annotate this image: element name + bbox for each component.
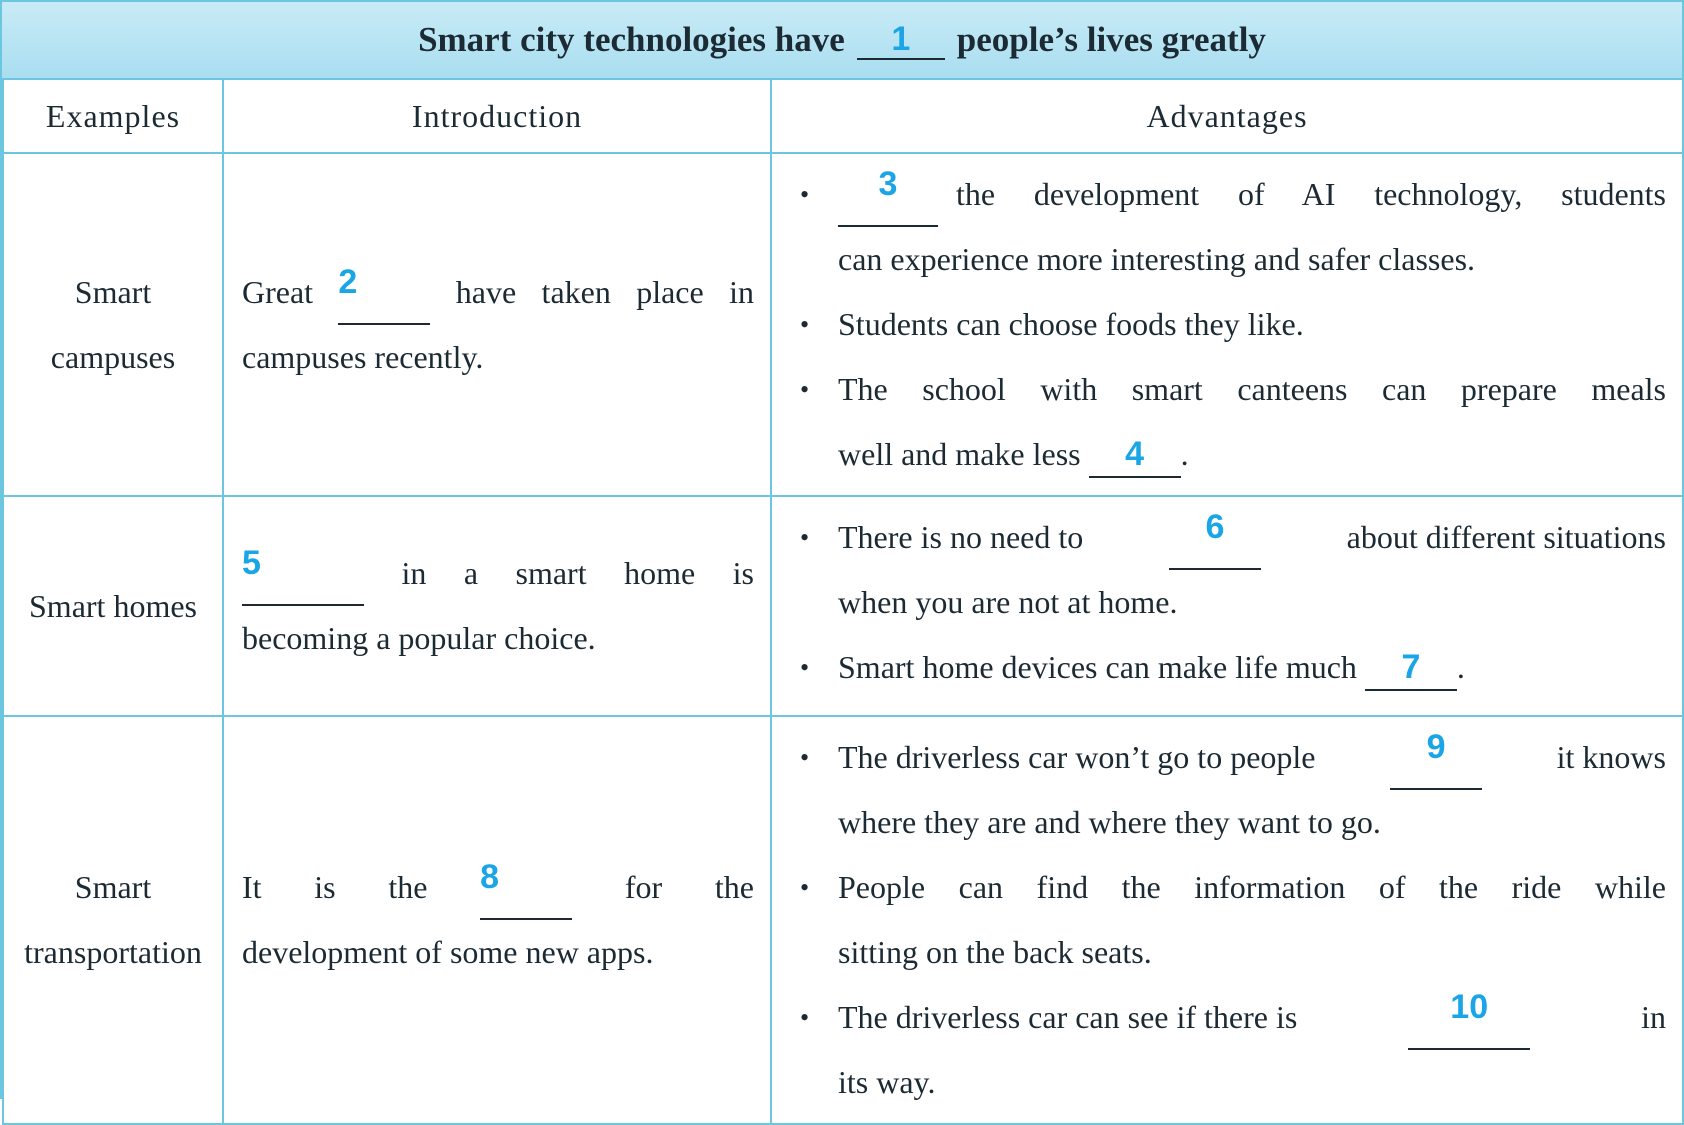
example-line: Smart homes: [29, 587, 197, 624]
header-introduction: Introduction: [223, 80, 771, 153]
blank-4-number: 4: [1125, 435, 1145, 473]
advantage-line: • The school with smart canteens can prepare meals: [838, 371, 1666, 407]
advantage-text: Smart home devices can make life much: [838, 649, 1357, 685]
list-item: [800, 855, 1666, 985]
blank-2-number: 2: [338, 262, 358, 301]
word: in: [401, 555, 427, 591]
word: the: [388, 869, 428, 905]
example-line: Smart: [74, 869, 152, 905]
table-row-smart-homes: [3, 496, 1683, 716]
advantages-smart-homes: [771, 496, 1683, 716]
intro-line-2: development of some new apps.: [242, 934, 654, 970]
word: a: [463, 555, 479, 591]
intro-smart-campuses: [223, 153, 771, 496]
list-item: [800, 292, 1666, 357]
blank-9: [1390, 725, 1482, 790]
advantages-smart-campuses: [771, 153, 1683, 496]
blank-7-number: 7: [1401, 648, 1421, 686]
example-line: Smart: [74, 273, 152, 310]
punctuation: .: [1180, 436, 1189, 472]
blank-1-number: 1: [891, 20, 911, 58]
advantage-line: sitting on the back seats.: [838, 934, 1152, 970]
advantage-text: it knows: [1556, 739, 1666, 775]
list-item: [800, 357, 1666, 487]
title-text-before: Smart city technologies have: [418, 20, 845, 59]
word: for: [624, 869, 663, 905]
word: It: [242, 869, 262, 905]
advantage-line: well and make less: [838, 436, 1081, 472]
table-row-smart-transportation: [3, 716, 1683, 1124]
advantage-line: • People can find the information of the ride while: [838, 869, 1666, 905]
example-line: transportation: [24, 934, 202, 970]
advantage-text: • The driverless car won’t go to people: [838, 739, 1316, 775]
blank-5: [242, 541, 364, 606]
word: home: [624, 555, 696, 591]
advantage-line: its way.: [838, 1064, 936, 1100]
header-advantages: Advantages: [771, 80, 1683, 153]
blank-3-number: 3: [878, 165, 898, 203]
word: smart: [515, 555, 587, 591]
blank-10: [1408, 985, 1530, 1050]
advantage-line: the development of AI technology, students: [956, 176, 1666, 212]
intro-smart-transportation: [223, 716, 771, 1124]
header-row: [3, 80, 1683, 153]
intro-smart-homes: [223, 496, 771, 716]
advantage-line: can experience more interesting and safer classes.: [838, 241, 1476, 277]
advantage-text: about different situations: [1346, 519, 1666, 555]
word: the: [714, 869, 754, 905]
advantage-line: when you are not at home.: [838, 584, 1178, 620]
blank-5-number: 5: [242, 544, 261, 582]
word: is: [314, 869, 336, 905]
table-title: [2, 2, 1682, 80]
advantages-smart-transportation: [771, 716, 1683, 1124]
advantage-text: in: [1641, 999, 1666, 1035]
blank-10-number: 10: [1450, 988, 1489, 1026]
advantage-text: • There is no need to: [838, 519, 1084, 555]
word: in: [729, 273, 754, 310]
punctuation: .: [1456, 649, 1465, 685]
list-item: [800, 635, 1666, 700]
blank-1: [857, 20, 945, 60]
list-item: [800, 725, 1666, 855]
word: Great: [242, 273, 314, 310]
example-smart-transportation: [3, 716, 223, 1124]
blank-6: [1169, 505, 1261, 570]
example-smart-campuses: [3, 153, 223, 496]
intro-line-2: campuses recently.: [242, 338, 484, 375]
blank-8: [480, 855, 572, 920]
blank-7: [1365, 645, 1457, 691]
word: place: [636, 273, 704, 310]
table-row-smart-campuses: [3, 153, 1683, 496]
intro-text: [242, 541, 754, 671]
list-item: [800, 505, 1666, 635]
intro-text: [242, 260, 754, 390]
word: have: [455, 273, 517, 310]
intro-line-2: becoming a popular choice.: [242, 620, 596, 656]
blank-3: [838, 162, 938, 227]
word: taken: [541, 273, 611, 310]
list-item: [800, 985, 1666, 1115]
example-smart-homes: [3, 496, 223, 716]
blank-4: [1089, 432, 1181, 478]
list-item: [800, 162, 1666, 292]
word: is: [732, 555, 754, 591]
advantage-text: • The driverless car can see if there is: [838, 999, 1298, 1035]
blank-8-number: 8: [480, 858, 500, 896]
advantage-line: • Students can choose foods they like.: [838, 306, 1304, 342]
blank-9-number: 9: [1426, 728, 1446, 766]
smart-city-table: [2, 80, 1684, 1125]
blank-2: [338, 260, 430, 325]
title-text-after: people’s lives greatly: [956, 20, 1266, 59]
example-line: campuses: [50, 338, 176, 375]
intro-text: [242, 855, 754, 985]
advantages-list: [800, 505, 1666, 700]
advantages-list: [800, 162, 1666, 487]
advantages-list: [800, 725, 1666, 1115]
header-examples: Examples: [3, 80, 223, 153]
blank-6-number: 6: [1205, 508, 1225, 546]
advantage-line: where they are and where they want to go.: [838, 804, 1381, 840]
